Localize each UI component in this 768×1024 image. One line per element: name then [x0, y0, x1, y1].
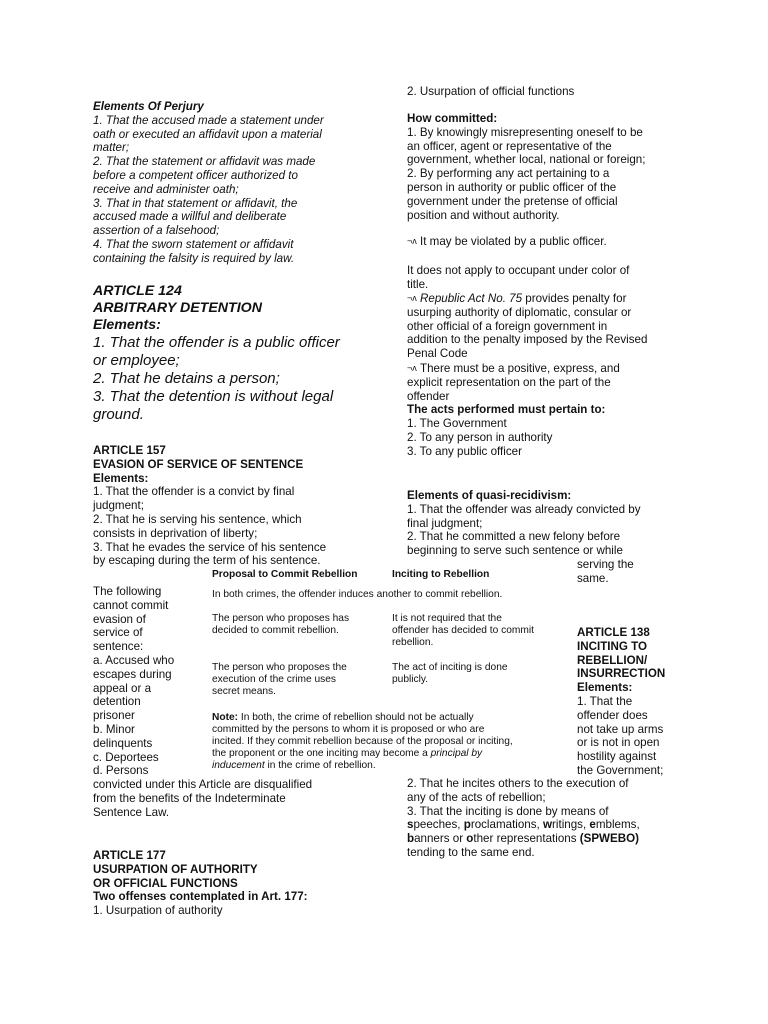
color-of-title-note	[407, 264, 629, 292]
text-line: oath or executed an affidavit upon a material	[93, 127, 322, 141]
text-line: other official of a foreign government in	[407, 319, 608, 333]
text-line: 1. That the offender was already convicted by	[407, 502, 641, 516]
text-line: evasion of	[93, 612, 146, 626]
art157-lines	[93, 485, 326, 568]
text-line: matter;	[93, 141, 130, 155]
text-line: 3. That he evades the service of his sentence	[93, 540, 327, 554]
text-line: service of	[93, 626, 143, 640]
text-line: execution of the crime uses	[212, 674, 337, 685]
note1-text: It may be violated by a public officer.	[420, 235, 607, 248]
text-line: 1. That the accused made a statement under	[93, 113, 324, 127]
text-line: an officer, agent or representative of the	[407, 139, 612, 153]
text-line: Elements:	[577, 681, 633, 695]
how-committed-section	[407, 112, 645, 222]
text-line: 1. By knowingly misrepresenting oneself to be	[407, 125, 643, 139]
text-segment: ritings,	[552, 818, 590, 832]
art177-section	[93, 849, 308, 918]
text-line: The act of inciting is done	[392, 662, 508, 673]
art177-heading3: OR OFFICIAL FUNCTIONS	[93, 876, 238, 890]
note-label: Note:	[212, 712, 239, 723]
text-line: 3. That the inciting is done by means of	[407, 804, 609, 818]
positive-representation	[407, 362, 620, 459]
text-line: the Government;	[577, 763, 664, 777]
text-line: 2. That the statement or affidavit was made	[93, 155, 316, 169]
text-line: decided to commit rebellion.	[212, 625, 339, 636]
text-line: title.	[407, 277, 429, 291]
text-line: containing the falsity is required by law.	[93, 251, 295, 265]
art157-cannot-list	[93, 585, 174, 778]
text-line: from the benefits of the Indeterminate	[93, 791, 286, 805]
text-segment: roclamations,	[470, 818, 543, 832]
art124-lines	[93, 334, 340, 424]
text-line: 2. That he is serving his sentence, which	[93, 512, 302, 526]
positive-first: There must be a positive, express, and	[420, 362, 620, 375]
art177-sub: Two offenses contemplated in Art. 177:	[93, 890, 308, 904]
text-line: person in authority or public officer of the	[407, 180, 617, 194]
art138-more-lines	[407, 777, 640, 818]
note-l4i: principal by	[430, 748, 483, 759]
text-line: explicit representation on the part of the	[407, 375, 611, 389]
text-line: any of the acts of rebellion;	[407, 790, 546, 804]
text-line: rebellion.	[392, 637, 434, 648]
text-segment: e	[589, 818, 596, 832]
text-segment: peeches,	[413, 818, 464, 832]
text-line: ARTICLE 138	[577, 626, 650, 639]
art157-heading2: EVASION OF SERVICE OF SENTENCE	[93, 457, 304, 471]
text-line: Penal Code	[407, 347, 468, 361]
text-line: 2. That he detains a person;	[93, 370, 280, 387]
text-line: delinquents	[93, 736, 153, 750]
text-line: REBELLION/	[577, 653, 648, 667]
text-line: government, whether local, national or foreign;	[407, 153, 646, 167]
ra75-title: Republic Act No. 75	[420, 292, 523, 305]
text-line: INSURRECTION	[577, 667, 666, 681]
text-line: 2. To any person in authority	[407, 430, 553, 444]
ra75-lines	[407, 306, 647, 361]
text-line: b. Minor	[93, 722, 135, 736]
text-line: detention	[93, 695, 141, 709]
table-note	[212, 712, 513, 772]
spwebo-line1	[407, 818, 640, 832]
text-line: hostility against	[577, 750, 657, 764]
text-segment: ther representations	[473, 832, 580, 846]
art124-section	[93, 283, 340, 424]
text-line: 3. That the detention is without legal	[93, 388, 334, 405]
bullet-mark-icon: ¬ᴧ	[407, 363, 417, 373]
table-col2-header: Inciting to Rebellion	[392, 569, 490, 580]
text-line: position and without authority.	[407, 208, 560, 222]
acts-label: The acts performed must pertain to:	[407, 403, 606, 417]
text-line: serving the	[577, 558, 634, 571]
text-line: usurping authority of diplomatic, consular or	[407, 305, 632, 319]
text-line: same.	[577, 571, 609, 585]
text-line: publicly.	[392, 674, 429, 685]
text-line: before a competent officer authorized to	[93, 168, 298, 182]
text-line: The person who proposes the	[212, 662, 347, 673]
art157-tail	[93, 778, 312, 819]
text-line: It is not required that the	[392, 613, 502, 624]
table-r1c2	[392, 613, 534, 649]
art138-last: tending to the same end.	[407, 845, 535, 859]
text-line: or employee;	[93, 352, 180, 369]
text-line: government under the pretense of official	[407, 194, 618, 208]
table-r2c1	[212, 662, 347, 698]
text-line: incited. If they commit rebellion because of the proposal or inciting,	[212, 736, 513, 747]
ra75-section	[407, 292, 647, 361]
art177-heading1: ARTICLE 177	[93, 849, 166, 862]
how-committed-lines	[407, 126, 645, 223]
text-line: 2. That he committed a new felony before	[407, 530, 621, 544]
text-line: prisoner	[93, 709, 135, 723]
text-line: accused made a willful and deliberate	[93, 210, 287, 224]
text-line: 2. That he incites others to the execution of	[407, 777, 629, 790]
table-r1c1	[212, 613, 349, 637]
table-r2c2	[392, 662, 508, 686]
text-line: or is not in open	[577, 736, 660, 750]
art138-headings	[577, 626, 665, 695]
art157-section	[93, 444, 326, 568]
text-segment: w	[543, 818, 553, 832]
perjury-section	[93, 100, 324, 266]
text-line: INCITING TO	[577, 639, 647, 653]
text-segment: anners or	[414, 832, 467, 846]
text-line: offender has decided to commit	[392, 625, 534, 636]
right-item2: 2. Usurpation of official functions	[407, 85, 575, 98]
text-line: addition to the penalty imposed by the Revised	[407, 333, 648, 347]
text-line: assertion of a falsehood;	[93, 224, 220, 238]
spwebo-line2	[407, 832, 640, 846]
text-line: The following	[93, 585, 162, 598]
text-line: consists in deprivation of liberty;	[93, 526, 258, 540]
art138-elements	[577, 695, 665, 778]
text-line: cannot commit	[93, 598, 169, 612]
perjury-lines	[93, 114, 324, 266]
text-line: ground.	[93, 406, 144, 423]
text-line: 1. That the	[577, 694, 633, 708]
text-line: sentence:	[93, 640, 144, 654]
text-line: Sentence Law.	[93, 805, 170, 819]
text-segment: o	[466, 832, 474, 846]
text-line: 1. That the offender is a public officer	[93, 334, 340, 351]
quasi-label: Elements of quasi-recidivism:	[407, 489, 572, 502]
how-committed-label: How committed:	[407, 112, 498, 125]
text-segment: (SPWEBO)	[579, 832, 639, 846]
text-line: 3. That in that statement or affidavit, the	[93, 196, 298, 210]
text-line: convicted under this Article are disqualified	[93, 778, 313, 791]
note-l5i: inducement	[212, 760, 265, 771]
text-line: secret means.	[212, 686, 276, 697]
art157-elements-label: Elements:	[93, 471, 149, 485]
text-line: by escaping during the term of his sentence.	[93, 554, 321, 568]
positive-lines	[407, 376, 620, 404]
text-line: appeal or a	[93, 681, 152, 695]
text-line: a. Accused who	[93, 653, 175, 667]
text-line: It does not apply to occupant under color of	[407, 264, 630, 277]
art138-more	[407, 777, 640, 860]
bullet-mark-icon: ¬ᴧ	[407, 293, 417, 303]
quasi-lines	[407, 503, 641, 558]
art138-section	[577, 626, 665, 778]
text-segment: p	[463, 818, 471, 832]
text-line: c. Deportees	[93, 750, 159, 764]
note-l5b: in the crime of rebellion.	[264, 760, 376, 771]
note-lines	[212, 724, 513, 748]
text-line: offender	[407, 389, 450, 403]
text-line: 4. That the sworn statement or affidavit	[93, 237, 294, 251]
perjury-title: Elements Of Perjury	[93, 100, 204, 113]
text-segment: s	[407, 818, 414, 832]
art124-elements-label: Elements:	[93, 317, 161, 333]
ra75-rest: provides penalty for	[522, 292, 627, 305]
text-line: 1. The Government	[407, 417, 507, 431]
art124-heading2: ARBITRARY DETENTION	[93, 300, 262, 316]
text-line: 2. By performing any act pertaining to a	[407, 167, 610, 181]
text-line: offender does	[577, 708, 648, 722]
text-line: escapes during	[93, 667, 172, 681]
quasi-recidivism-section	[407, 489, 641, 558]
art177-item1: 1. Usurpation of authority	[93, 904, 223, 918]
text-line: final judgment;	[407, 516, 483, 530]
serving-same	[577, 558, 634, 586]
text-line: receive and administer oath;	[93, 182, 239, 196]
text-segment: mblems,	[595, 818, 640, 832]
art157-heading1: ARTICLE 157	[93, 444, 166, 457]
public-officer-note	[407, 235, 607, 249]
text-line: not take up arms	[577, 722, 664, 736]
text-segment: b	[407, 832, 415, 846]
note-first: In both, the crime of rebellion should not be actually	[238, 712, 474, 723]
text-line: beginning to serve such sentence or while	[407, 544, 623, 558]
note-l4a: the proponent or the one inciting may become a	[212, 748, 431, 759]
text-line: d. Persons	[93, 764, 149, 778]
text-line: judgment;	[93, 499, 144, 513]
art177-heading2: USURPATION OF AUTHORITY	[93, 862, 258, 876]
table-col1-header: Proposal to Commit Rebellion	[212, 569, 358, 580]
text-line: 1. That the offender is a convict by final	[93, 485, 295, 499]
art124-heading1: ARTICLE 124	[93, 283, 182, 299]
table-both-row: In both crimes, the offender induces another to commit rebellion.	[212, 589, 503, 600]
text-line: 3. To any public officer	[407, 444, 522, 458]
bullet-mark-icon: ¬ᴧ	[407, 236, 417, 246]
text-line: committed by the persons to whom it is proposed or who are	[212, 724, 485, 735]
text-line: The person who proposes has	[212, 613, 350, 624]
acts-list	[407, 417, 620, 458]
